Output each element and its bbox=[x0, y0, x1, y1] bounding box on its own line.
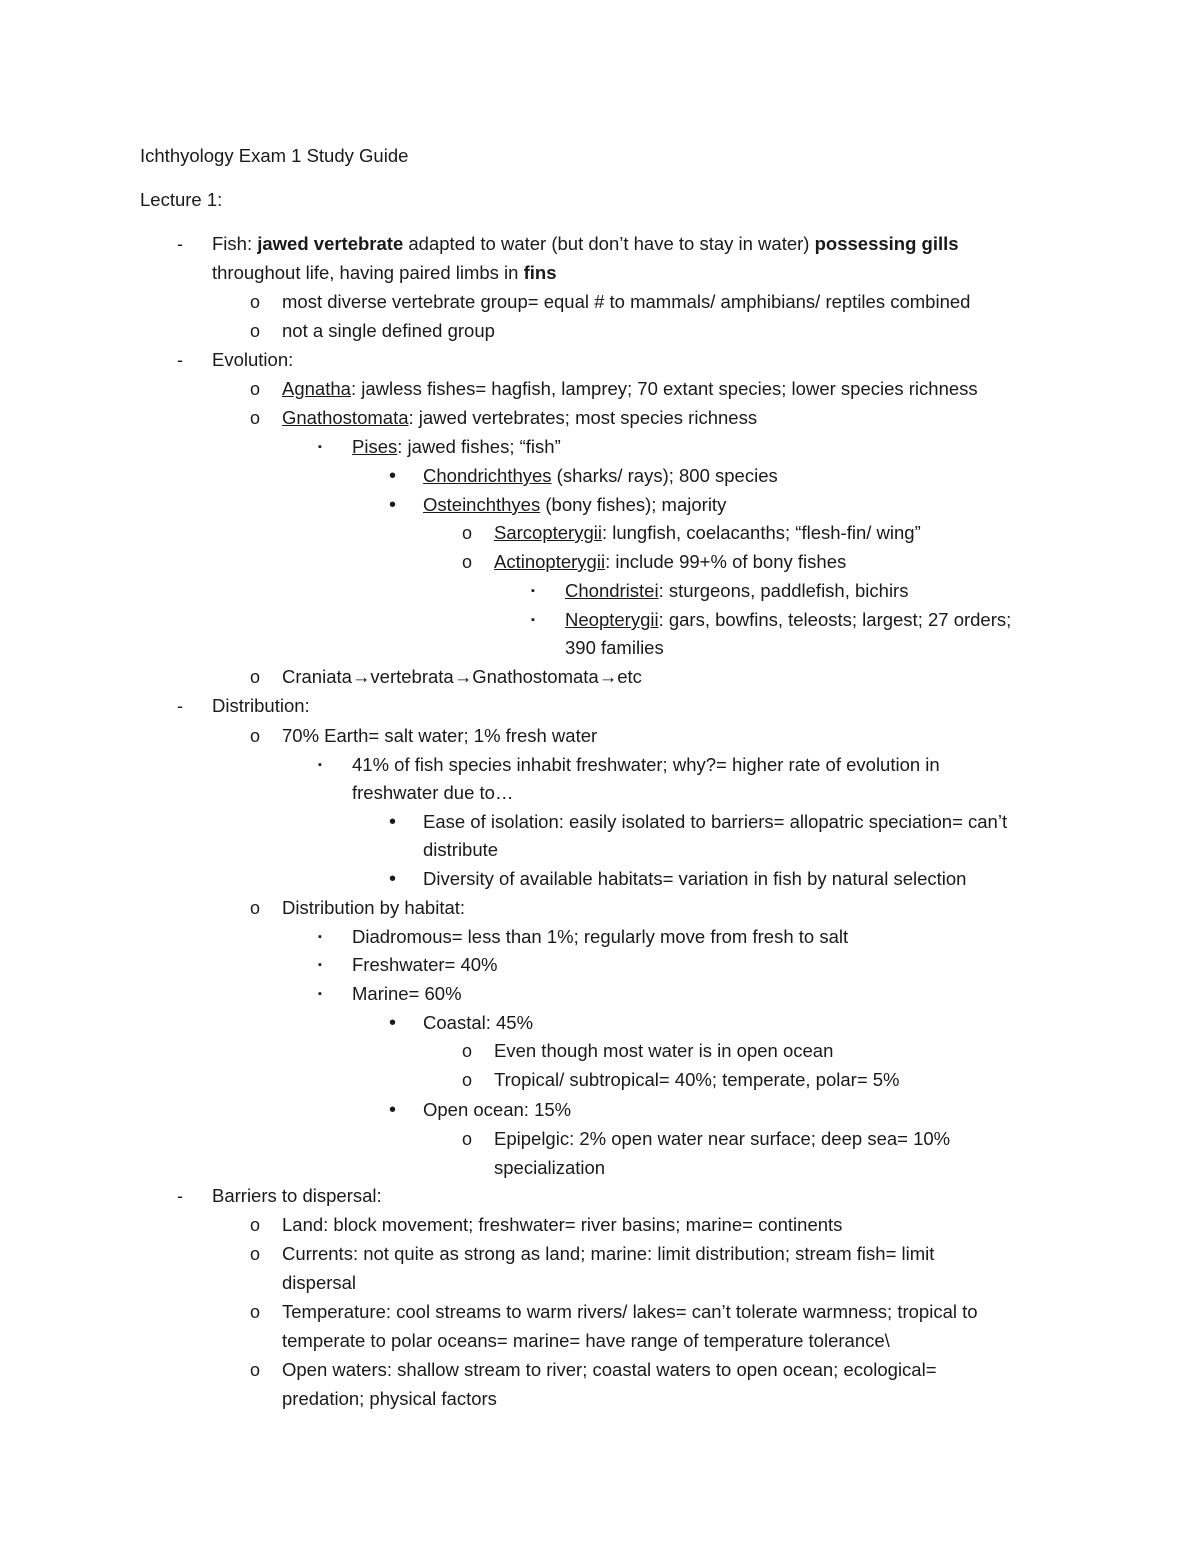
barrier-item: Temperature: cool streams to warm rivers/ lakes= can’t tolerate warmness; tropical to bbox=[282, 1301, 978, 1322]
chondrichthyes-item: Chondrichthyes (sharks/ rays); 800 species bbox=[423, 465, 778, 486]
o-bullet: o bbox=[250, 408, 261, 428]
lecture-heading: Lecture 1: bbox=[140, 189, 223, 210]
o-bullet: o bbox=[250, 898, 261, 918]
dash-bullet: - bbox=[177, 1186, 183, 1206]
barrier-item: Open waters: shallow stream to river; coastal waters to open ocean; ecological= bbox=[282, 1359, 937, 1380]
distribution-item-cont: distribute bbox=[423, 839, 499, 860]
dot-bullet: • bbox=[389, 1099, 397, 1121]
distribution-item: 41% of fish species inhabit freshwater; why?= higher rate of evolution in bbox=[352, 754, 940, 775]
distribution-item: Diversity of available habitats= variation in fish by natural selection bbox=[423, 868, 967, 889]
distribution-heading: Distribution: bbox=[212, 695, 310, 716]
dot-bullet: • bbox=[389, 465, 397, 487]
distribution-item: Epipelgic: 2% open water near surface; deep sea= 10% bbox=[494, 1128, 951, 1149]
evolution-heading: Evolution: bbox=[212, 349, 294, 370]
distribution-item: Ease of isolation: easily isolated to barriers= allopatric speciation= can’t bbox=[423, 811, 1008, 832]
distribution-item: Freshwater= 40% bbox=[352, 954, 498, 975]
lineage-item: Craniata→vertebrata→Gnathostomata→etc bbox=[282, 666, 642, 687]
o-bullet: o bbox=[250, 379, 261, 399]
actinopterygii-item: Actinopterygii: include 99+% of bony fishes bbox=[494, 551, 847, 572]
o-bullet: o bbox=[250, 1360, 261, 1380]
barrier-item: Currents: not quite as strong as land; marine: limit distribution; stream fish= limit bbox=[282, 1243, 935, 1264]
o-bullet: o bbox=[462, 1041, 473, 1061]
square-bullet: ▪ bbox=[318, 759, 322, 771]
o-bullet: o bbox=[462, 552, 473, 572]
o-bullet: o bbox=[250, 292, 261, 312]
distribution-item: Even though most water is in open ocean bbox=[494, 1040, 834, 1061]
o-bullet: o bbox=[250, 667, 261, 687]
dot-bullet: • bbox=[389, 811, 397, 833]
o-bullet: o bbox=[250, 321, 261, 341]
fish-sub-2: not a single defined group bbox=[282, 320, 495, 341]
dot-bullet: • bbox=[389, 868, 397, 890]
distribution-item: Marine= 60% bbox=[352, 983, 462, 1004]
o-bullet: o bbox=[250, 1302, 261, 1322]
distribution-item: Coastal: 45% bbox=[423, 1012, 534, 1033]
square-bullet: ▪ bbox=[318, 959, 322, 971]
o-bullet: o bbox=[462, 523, 473, 543]
barrier-item-cont: dispersal bbox=[282, 1272, 357, 1293]
distribution-item-cont: freshwater due to… bbox=[352, 782, 514, 803]
o-bullet: o bbox=[462, 1070, 473, 1090]
o-bullet: o bbox=[250, 1215, 261, 1235]
square-bullet: ▪ bbox=[531, 614, 535, 626]
dash-bullet: - bbox=[177, 696, 183, 716]
fish-definition: Fish: jawed vertebrate adapted to water (but don’t have to stay in water) possessing gills bbox=[212, 233, 959, 254]
dot-bullet: • bbox=[389, 494, 397, 516]
barrier-item-cont: predation; physical factors bbox=[282, 1388, 497, 1409]
o-bullet: o bbox=[250, 726, 261, 746]
o-bullet: o bbox=[462, 1129, 473, 1149]
dash-bullet: - bbox=[177, 234, 183, 254]
fish-sub-1: most diverse vertebrate group= equal # to mammals/ amphibians/ reptiles combined bbox=[282, 291, 971, 312]
neopterygii-item: Neopterygii: gars, bowfins, teleosts; largest; 27 orders; bbox=[565, 609, 1012, 630]
square-bullet: ▪ bbox=[318, 931, 322, 943]
distribution-item: Open ocean: 15% bbox=[423, 1099, 572, 1120]
distribution-item-cont: specialization bbox=[494, 1157, 606, 1178]
barrier-item-cont: temperate to polar oceans= marine= have range of temperature tolerance\ bbox=[282, 1330, 890, 1351]
o-bullet: o bbox=[250, 1244, 261, 1264]
pises-item: Pises: jawed fishes; “fish” bbox=[352, 436, 561, 457]
distribution-item: Tropical/ subtropical= 40%; temperate, polar= 5% bbox=[494, 1069, 900, 1090]
sarcopterygii-item: Sarcopterygii: lungfish, coelacanths; “flesh-fin/ wing” bbox=[494, 522, 921, 543]
gnathostomata-item: Gnathostomata: jawed vertebrates; most species richness bbox=[282, 407, 758, 428]
osteichthyes-item: Osteinchthyes (bony fishes); majority bbox=[423, 494, 727, 515]
square-bullet: ▪ bbox=[531, 585, 535, 597]
square-bullet: ▪ bbox=[318, 441, 322, 453]
dot-bullet: • bbox=[389, 1012, 397, 1034]
fish-definition-cont: throughout life, having paired limbs in fins bbox=[212, 262, 557, 283]
distribution-item: Distribution by habitat: bbox=[282, 897, 466, 918]
document-title: Ichthyology Exam 1 Study Guide bbox=[140, 145, 409, 166]
distribution-item: Diadromous= less than 1%; regularly move from fresh to salt bbox=[352, 926, 849, 947]
barrier-item: Land: block movement; freshwater= river basins; marine= continents bbox=[282, 1214, 843, 1235]
distribution-item: 70% Earth= salt water; 1% fresh water bbox=[282, 725, 598, 746]
square-bullet: ▪ bbox=[318, 988, 322, 1000]
dash-bullet: - bbox=[177, 350, 183, 370]
neopterygii-item-cont: 390 families bbox=[565, 637, 664, 658]
chondristei-item: Chondristei: sturgeons, paddlefish, bichirs bbox=[565, 580, 909, 601]
agnatha-item: Agnatha: jawless fishes= hagfish, lamprey; 70 extant species; lower species richness bbox=[282, 378, 978, 399]
barriers-heading: Barriers to dispersal: bbox=[212, 1185, 382, 1206]
